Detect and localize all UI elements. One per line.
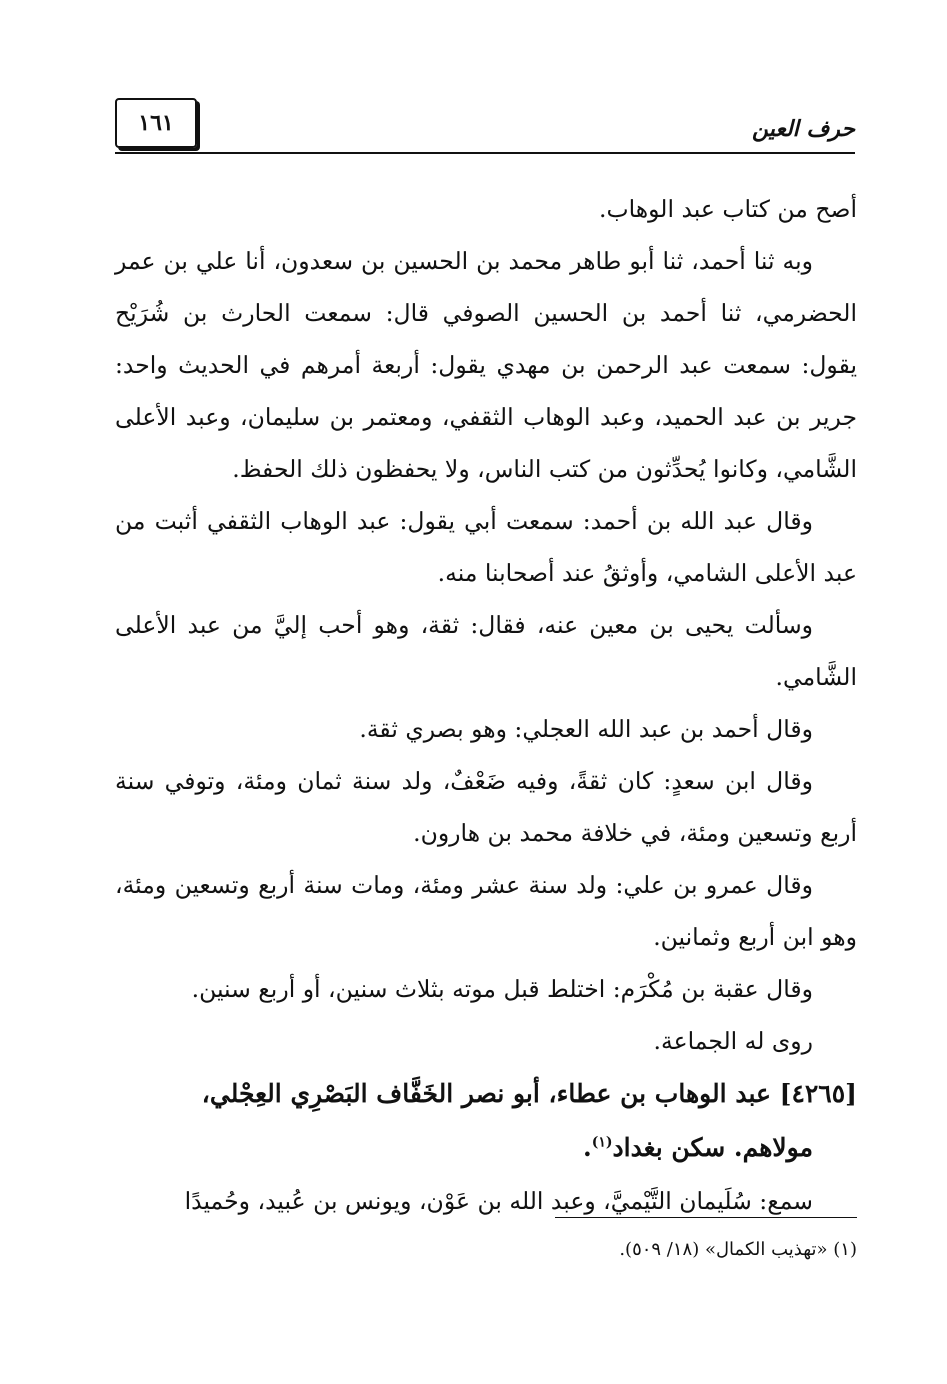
paragraph: وسألت يحيى بن معين عنه، فقال: ثقة، وهو أحب إليَّ من عبد الأعلى الشَّامي. <box>115 611 857 691</box>
main-text <box>115 183 857 1227</box>
header-rule <box>115 152 855 154</box>
footnote-reference[interactable]: (١) <box>591 1134 613 1151</box>
page-header <box>115 98 855 156</box>
paragraph: وبه ثنا أحمد، ثنا أبو طاهر محمد بن الحسين بن سعدون، أنا علي بن عمر الحضرمي، ثنا أحمد بن الحسين الصوفي قال: سمعت الحارث بن شُرَيْح يقول: سمعت عبد الرحمن بن مهدي يقول: أربعة أمرهم في الحديث واحد: جرير بن عبد الحميد، وعبد الوهاب الثقفي، ومعتمر بن سليمان، وعبد الأعلى الشَّامي، وكانوا يُحدِّثون من كتب الناس، ولا يحفظون ذلك الحفظ. <box>115 247 857 483</box>
entry-heading-line1: [٤٢٦٥] عبد الوهاب بن عطاء، أبو نصر الخَفَّاف البَصْرِي العِجْلي، <box>201 1079 857 1108</box>
paragraph: وقال عمرو بن علي: ولد سنة عشر ومئة، ومات سنة أربع وتسعين ومئة، وهو ابن أربع وثمانين. <box>115 871 857 951</box>
running-head: حرف العين <box>751 116 855 142</box>
paragraph: وقال عقبة بن مُكْرَم: اختلط قبل موته بثلاث سنين، أو أربع سنين. <box>191 975 813 1003</box>
paragraph: أصح من كتاب عبد الوهاب. <box>599 195 857 223</box>
footnote-rule <box>555 1217 857 1218</box>
paragraph: وقال عبد الله بن أحمد: سمعت أبي يقول: عبد الوهاب الثقفي أثبت من عبد الأعلى الشامي، وأوثقُ عند أصحابنا منه. <box>115 507 857 587</box>
paragraph: سمع: سُلَيمان التَّيْميَّ، وعبد الله بن عَوْن، ويونس بن عُبيد، وحُميدًا <box>184 1187 813 1215</box>
paragraph: روى له الجماعة. <box>653 1027 813 1055</box>
paragraph: وقال ابن سعدٍ: كان ثقةً، وفيه ضَعْفٌ، ولد سنة ثمان ومئة، وتوفي سنة أربع وتسعين ومئة، في خلافة محمد بن هارون. <box>115 767 857 847</box>
entry-heading-text: مولاهم. سكن بغداد <box>612 1133 813 1162</box>
entry-heading-line2 <box>115 1121 857 1175</box>
footnote: (١) «تهذيب الكمال» (١٨/ ٥٠٩). <box>619 1239 857 1260</box>
entry-heading-end: . <box>582 1133 592 1162</box>
page-number: ١٦١ <box>115 98 197 148</box>
paragraph: وقال أحمد بن عبد الله العجلي: وهو بصري ثقة. <box>359 715 813 743</box>
entry-heading <box>115 1067 857 1175</box>
